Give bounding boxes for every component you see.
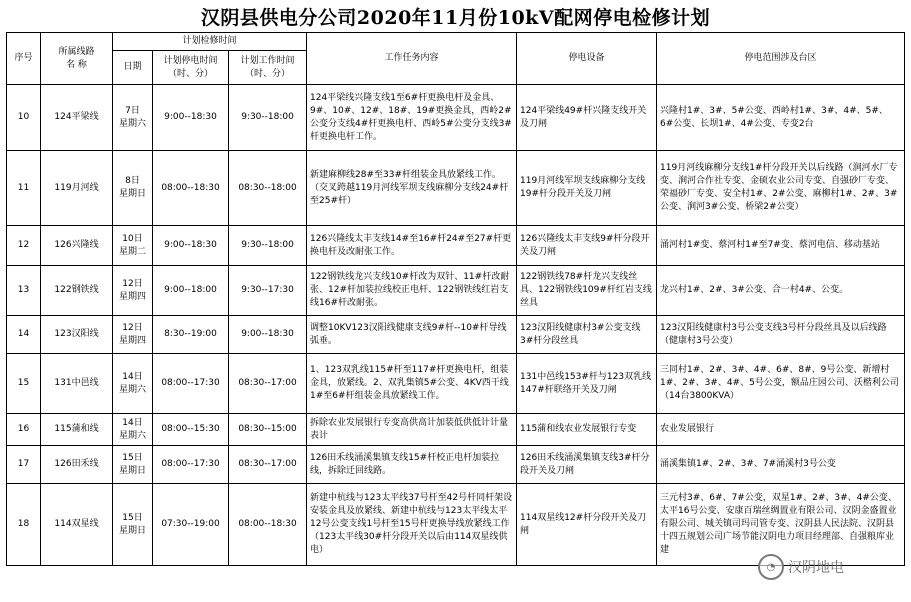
- cell-outage-time: 9:00--18:30: [153, 226, 229, 266]
- cell-seq: 10: [7, 85, 41, 151]
- header-outage-time: 计划停电时间 （时、分）: [153, 51, 229, 85]
- cell-task: 调整10KV123汉阳线健康支线9#杆--10#杆导线弧垂。: [307, 316, 517, 354]
- header-date: 日期: [113, 51, 153, 85]
- cell-date: 7日 星期六: [113, 85, 153, 151]
- cell-work-time: 9:00--18:30: [229, 316, 307, 354]
- cell-line: 114双星线: [41, 484, 113, 566]
- cell-line: 126兴隆线: [41, 226, 113, 266]
- cell-date: 15日 星期日: [113, 484, 153, 566]
- cell-outage-time: 08:00--17:30: [153, 354, 229, 414]
- cell-scope: 123汉阳线健康村3号公变支线3号杆分段丝具及以后线路（健康村3号公变）: [657, 316, 905, 354]
- cell-outage-time: 08:00--17:30: [153, 446, 229, 484]
- cell-task: 1、123双乳线115#杆至117#杆更换电杆，组装金具，放紧线。2、双乳集镇5#公变、4KV西干线1#至6#杆组装金具放紧线工作。: [307, 354, 517, 414]
- cell-scope: 119月河线麻柳分支线1#杆分段开关以后线路（涧河水厂专变、涧河合作社专变、金硕农业公司专变、自强砂厂专变、荣福砂厂专变、安全村1#、2#公变、麻柳村1#、2#、3#公变、涧河3#公变、桥梁2#公变）: [657, 151, 905, 226]
- table-row: [7, 414, 905, 446]
- cell-seq: 15: [7, 354, 41, 414]
- watermark: [758, 550, 904, 584]
- cell-work-time: 08:00--18:30: [229, 484, 307, 566]
- cell-scope: 兴隆村1#、3#、5#公变、西岭村1#、3#、4#、5#、6#公变、长坝1#、4#公变、专变2台: [657, 85, 905, 151]
- cell-scope: 龙兴村1#、2#、3#公变、合一村4#、公变。: [657, 266, 905, 316]
- cell-task: 124平梁线兴隆支线1至6#杆更换电杆及金具、9#、10#、12#、18#、19#更换金具，西岭2#公变分支线4#杆更换电杆、西岭5#公变分支线3#杆更换电杆工作。: [307, 85, 517, 151]
- cell-line: 126田禾线: [41, 446, 113, 484]
- cell-scope: 三同村1#、2#、3#、4#、6#、8#、9号公变、新增村1#、2#、3#、4#、5号公变，额品庄园公司、沃楷利公司（14台3800KVA）: [657, 354, 905, 414]
- cell-date: 10日 星期二: [113, 226, 153, 266]
- cell-date: 15日 星期日: [113, 446, 153, 484]
- cell-scope: 三元村3#、6#、7#公变，双星1#、2#、3#、4#公变、太平16号公变、安康百瑞丝绸置业有限公司、汉阴金盛置业有限公司、城关镇司玛司管专变、汉阴县人民法院、汉阴县十四五规划公司广场节能汉阴电力项目经理部、自强粮库业建: [657, 484, 905, 566]
- cell-seq: 11: [7, 151, 41, 226]
- cell-equipment: 131中邑线153#杆与123双乳线147#杆联络开关及刀闸: [517, 354, 657, 414]
- cell-line: 115蒲和线: [41, 414, 113, 446]
- cell-task: 新建麻柳线28#至33#杆组装金具放紧线工作。（交叉跨越119月河线军坝支线麻柳分支线24#杆至25#杆）: [307, 151, 517, 226]
- cell-task: 122钢铁线龙兴支线10#杆改为双针、11#杆改耐张、12#杆加装拉线校正电杆、122钢铁线红岩支线16#杆改耐张。: [307, 266, 517, 316]
- cell-work-time: 08:30--18:00: [229, 151, 307, 226]
- cell-equipment: 122钢铁线78#杆龙兴支线丝具、122钢铁线109#杆红岩支线丝具: [517, 266, 657, 316]
- header-plan: 计划检修时间: [113, 33, 307, 51]
- cell-outage-time: 9:00--18:00: [153, 266, 229, 316]
- header-equipment: 停电设备: [517, 33, 657, 85]
- cell-line: 124平梁线: [41, 85, 113, 151]
- cell-equipment: 124平梁线49#杆兴隆支线开关及刀闸: [517, 85, 657, 151]
- cell-outage-time: 08:00--15:30: [153, 414, 229, 446]
- cell-line: 131中邑线: [41, 354, 113, 414]
- cell-work-time: 08:30--17:00: [229, 446, 307, 484]
- table-row: [7, 85, 905, 151]
- header-seq: 序号: [7, 33, 41, 85]
- table-row: [7, 316, 905, 354]
- cell-task: 拆除农业发展银行专变高供高计加装低供低计计量表计: [307, 414, 517, 446]
- cell-work-time: 9:30--18:00: [229, 85, 307, 151]
- cell-work-time: 9:30--17:30: [229, 266, 307, 316]
- cell-outage-time: 08:00--18:30: [153, 151, 229, 226]
- maintenance-plan-table: [6, 32, 905, 566]
- page-title: 汉阴县供电分公司2020年11月份10kV配网停电检修计划: [200, 7, 711, 29]
- cell-outage-time: 8:30--19:00: [153, 316, 229, 354]
- cell-outage-time: 9:00--18:30: [153, 85, 229, 151]
- cell-equipment: 123汉阳线健康村3#公变支线3#杆分段丝具: [517, 316, 657, 354]
- cell-task: 126田禾线涌溪集镇支线15#杆校正电杆加装拉线，拆除迁回线路。: [307, 446, 517, 484]
- cell-task: 126兴隆线太丰支线14#至16#杆24#至27#杆更换电杆及改耐张工作。: [307, 226, 517, 266]
- header-line: 所属线路 名 称: [41, 33, 113, 85]
- header-scope: 停电范围涉及台区: [657, 33, 905, 85]
- header-work-time: 计划工作时间 （时、分）: [229, 51, 307, 85]
- cell-work-time: 9:30--18:00: [229, 226, 307, 266]
- cell-date: 14日 星期六: [113, 354, 153, 414]
- watermark-text: 汉阴地电: [788, 560, 844, 576]
- cell-seq: 12: [7, 226, 41, 266]
- cell-date: 8日 星期日: [113, 151, 153, 226]
- cell-equipment: 115蒲和线农业发展银行专变: [517, 414, 657, 446]
- cell-equipment: 126兴隆线太丰支线9#杆分段开关及刀闸: [517, 226, 657, 266]
- header-task: 工作任务内容: [307, 33, 517, 85]
- table-row: [7, 151, 905, 226]
- cell-equipment: 119月河线军坝支线麻柳分支线19#杆分段开关及刀闸: [517, 151, 657, 226]
- cell-equipment: 114双星线12#杆分段开关及刀闸: [517, 484, 657, 566]
- cell-seq: 18: [7, 484, 41, 566]
- cell-equipment: 126田禾线涌溪集镇支线3#杆分段开关及刀闸: [517, 446, 657, 484]
- cell-task: 新建中杭线与123太平线37号杆至42号杆同杆架设安装金具及放紧线、新建中杭线与123太平线太平12号公变支线1号杆至15号杆更换导线放紧线工作（123太平线30#杆分段开关以后由114双星线供电）: [307, 484, 517, 566]
- cell-outage-time: 07:30--19:00: [153, 484, 229, 566]
- table-row: [7, 226, 905, 266]
- cell-scope: 涌溪集镇1#、2#、3#、7#涌溪村3号公变: [657, 446, 905, 484]
- cell-line: 123汉阳线: [41, 316, 113, 354]
- cell-seq: 14: [7, 316, 41, 354]
- table-row: [7, 266, 905, 316]
- cell-date: 14日 星期六: [113, 414, 153, 446]
- cell-seq: 16: [7, 414, 41, 446]
- cell-line: 122钢铁线: [41, 266, 113, 316]
- cell-scope: 农业发展银行: [657, 414, 905, 446]
- cell-scope: 涌河村1#变、蔡河村1#至7#变、蔡河电信、移动基站: [657, 226, 905, 266]
- cell-work-time: 08:30--15:00: [229, 414, 307, 446]
- cell-date: 12日 星期四: [113, 266, 153, 316]
- cell-seq: 17: [7, 446, 41, 484]
- cell-date: 12日 星期四: [113, 316, 153, 354]
- cell-seq: 13: [7, 266, 41, 316]
- wechat-logo-icon: ◔: [758, 554, 784, 580]
- cell-work-time: 08:30--17:00: [229, 354, 307, 414]
- table-row: [7, 354, 905, 414]
- cell-line: 119月河线: [41, 151, 113, 226]
- table-row: [7, 446, 905, 484]
